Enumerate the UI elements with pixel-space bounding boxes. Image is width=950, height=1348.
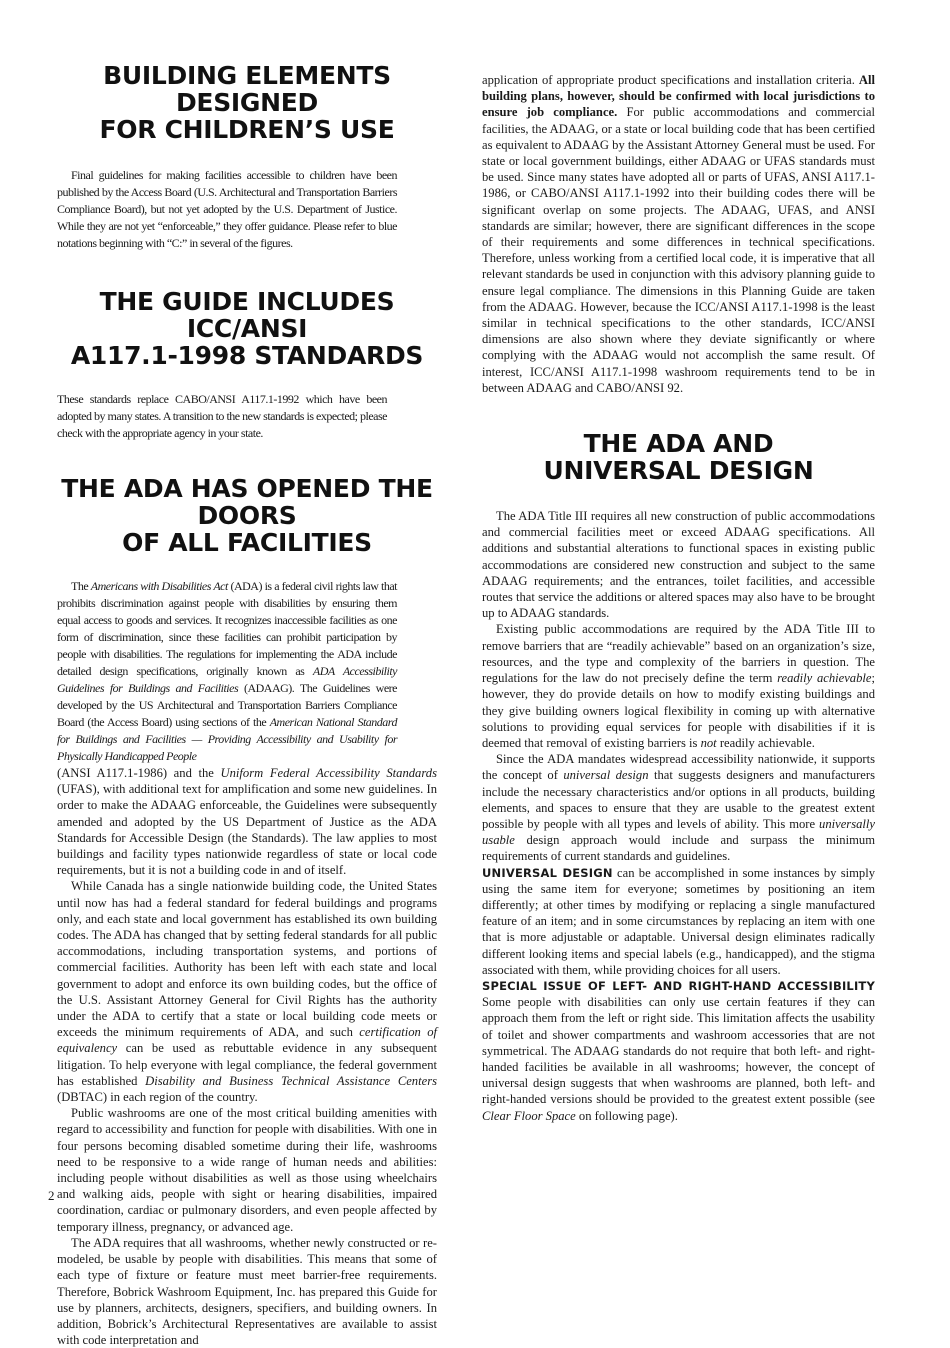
universal-body	[482, 508, 875, 1124]
ada-p1-b: (ADA) is a federal civil rights law that prohibits discrimination against people with disabilities by ensuring them equal access to goods and services. It recognizes inaccessible facilities as one form of discrimination, since these facilities can prohibit participation by people with disabilities. The regulations for implementing the ADA include detailed design specifications, originally known as	[57, 579, 398, 678]
univ-p2-b: ; however, they do provide details on how to modify existing buildings and they give building owners logical flexibility in coming up with alternative solutions to providing equal services for people with disabilities if it is deemed that removal of existing barriers is	[482, 671, 875, 750]
universal-heading-line-1: THE ADA AND	[583, 429, 774, 459]
ada-p2-b: can be used as rebuttable evidence in any subsequent litigation. To help everyone with legal compliance, the federal government has established	[57, 1041, 437, 1088]
left-right-lead: SPECIAL ISSUE OF LEFT- AND RIGHT-HAND ACCESSIBILITY	[482, 978, 875, 993]
ada-p1-c: (ADAAG). The Guidelines were developed by the US Architectural and Transportation Barriers Compliance Board (the Access Board) using sections of the	[57, 681, 397, 729]
certification-term: certification of equivalency	[57, 1025, 438, 1056]
ada-p1-a: The	[71, 579, 91, 593]
ada-heading-line-2: OF ALL FACILITIES	[122, 528, 372, 557]
children-heading-line-2: FOR CHILDREN’S USE	[99, 115, 395, 144]
univ-p5-b: on following page).	[575, 1108, 678, 1123]
ada-paragraph-3: Public washrooms are one of the most critical building amenities with regard to accessibility and function for people with disabilities. With one in four persons becoming disabled sometime during their life, washrooms need to be responsive to a wide range of human needs and abilities: including people without disabilities as well as those using wheelchairs and walking aids, people with sight or hearing disabilities, impaired coordination, cardiac or pulmonary disorders, and even people affected by temporary illness, pregnancy, or advanced age.	[57, 1106, 437, 1234]
universally-usable-term: universally usable	[482, 816, 875, 848]
cont-b: For public accommodations and commercial facilities, the ADAAG, or a state or local building code that has been certified as equivalent to ADAAG by the Assistant Attorney General must be used. For state or local government buildings, either ADAAG or UFAS standards must be used. Since many states have adopted all or parts of UFAS, ANSI A117.1-1986, or CABO/ANSI A117.1-1992 into their building codes there will be significant overlap on some projects. The ADAAG, UFAS, and ANSI standards are similar; however, there are significant differences in the scope of their requirements and some differences in technical specifications. Therefore, unless working from a certified local code, it is imperative that all relevant standards be used in conjunction with this advisory planning guide to ensure legal compliance. The dimensions in this Planning Guide are taken from the ADAAG. However, because the ICC/ANSI A117.1-1998 is the least similar in technical specifications to the other standards, ICC/ANSI dimensions are also shown where they deviate significantly or where complying with the ADAAG would not accomplish the same result. Of interest, ICC/ANSI A117.1-1998 washroom requirements tend to be in between ADAAG and CABO/ANSI 92.	[482, 105, 875, 395]
univ-p3-c: design approach would include and surpass the minimum requirements of current standards and guidelines.	[482, 833, 875, 864]
children-text: Final guidelines for making facilities accessible to children have been published by the Access Board (U.S. Architectural and Transportation Barriers Compliance Board), but not yet adopted by the U.S. Department of Justice. While they are not yet “enforceable,” they offer guidance. Please refer to blue notations beginning with “C:” in several of the figures.	[57, 168, 397, 250]
univ-p2-a: Existing public accommodations are required by the ADA Title III to remove barriers that are “readily achievable” based on an organization’s size, resources, and the type and complexity of the barriers in question. The regulations for the law do not precisely define the term	[482, 622, 875, 686]
ada-body	[57, 578, 437, 1348]
univ-p5-a: Some people with disabilities can only use certain features if they can approach them from the left or right side. This limitation affects the usability of toilet and shower compartments and washroom accessories that are not symmetrical. The ADAAG standards do not require that both left- and right-handed facilities be available in all washrooms; however, the concept of universal design suggests that when washrooms are planned, both left- and right-handed versions should be provided to the greatest extent possible (see	[482, 995, 875, 1107]
ada-act-title: Americans with Disabilities Act	[90, 579, 228, 593]
univ-p4: can be accomplished in some instances by simply using the same item for everyone; sometimes by positioning an item differently; at other times by modifying or replacing a single manufactured feature of an item; and in some circumstances by replacing an item with one that is more adjustable or adaptable. Universal design eliminates radically different looking items and special labels (e.g., handicapped), and the stigma associated with them, while providing choices for all users.	[482, 865, 876, 977]
universal-paragraph-3	[482, 751, 875, 864]
ada-heading	[57, 475, 437, 556]
icc-text: These standards replace CABO/ANSI A117.1-1992 which have been adopted by many states. A transition to the new standards is expected; please check with the appropriate agency in your state.	[57, 392, 387, 440]
cont-a: application of appropriate product specifications and installation criteria.	[482, 73, 859, 87]
guide-continuation	[482, 72, 875, 396]
universal-paragraph-4	[482, 865, 875, 978]
ada-p1-d: (ANSI A117.1-1986) and the	[57, 766, 221, 780]
univ-p3-b: that suggests designers and manufacturers include the necessary characteristics and/or options in all products, building elements, and spaces to ensure that they are usable to the greatest extent possible by people with all types and levels of ability. This more	[482, 768, 875, 831]
ada-p1-e: (UFAS), with additional text for amplification and some new guidelines. In order to make the ADAAG enforceable, the Guidelines were subsequently amended and adopted by the US Department of Justice as the ADA Standards for Accessible Design (the Standards). The law applies to most buildings and facility types nationwide regardless of state or local code requirements, but it is not a building code in and of itself.	[57, 782, 437, 878]
not-term: not	[700, 735, 717, 750]
ada-paragraph-1	[57, 578, 437, 765]
ada-heading-line-1: THE ADA HAS OPENED THE DOORS	[61, 474, 433, 530]
children-heading	[57, 62, 437, 143]
icc-heading-line-1: THE GUIDE INCLUDES ICC/ANSI	[99, 287, 395, 343]
universal-heading-line-2: UNIVERSAL DESIGN	[543, 456, 814, 486]
universal-design-lead: UNIVERSAL DESIGN	[482, 865, 613, 880]
universal-design-term: universal design	[563, 768, 649, 783]
icc-heading-line-2: A117.1-1998 STANDARDS	[70, 341, 424, 370]
ada-p2-a: While Canada has a single nationwide building code, the United States until now has had a federal standard for federal buildings and programs only, and each state and local government has established its own building codes. The ADA has changed that by setting federal standards for all public accommodations, including transportation systems, and portions of commercial facilities. Authority has been left with each state and local government to adopt and enforce its own building codes, but the office of the U.S. Assistant Attorney General for Civil Rights has the authority under the ADA to certify that a state or local building code meets or exceeds the minimum requirements of ADA, and such	[57, 879, 437, 1040]
ufas-title: Uniform Federal Accessibility Standards	[220, 766, 437, 780]
adaag-title: ADA Accessibility Guidelines for Buildings and Facilities	[57, 664, 397, 695]
universal-paragraph-1: The ADA Title III requires all new construction of public accommodations and commercial facilities meet or exceed ADAAG specifications. All additions and substantial alterations to functional spaces in existing public accommodations are considered new construction and subject to the same ADAAG requirements; and the entrances, toilet facilities, and accessible routes that service the additions or altered spaces may also have to be brought up to ADAAG standards.	[482, 509, 875, 621]
icc-heading	[57, 288, 437, 369]
universal-paragraph-5	[482, 978, 875, 1124]
univ-p3-a: Since the ADA mandates widespread accessibility nationwide, it supports the concept of	[482, 752, 875, 783]
ada-paragraph-1-cont	[57, 765, 437, 878]
universal-heading	[482, 430, 875, 484]
readily-achievable-term: readily achievable	[777, 671, 872, 686]
universal-paragraph-2	[482, 621, 875, 751]
right-column	[482, 72, 875, 1124]
left-column	[57, 62, 437, 1348]
ada-paragraph-2	[57, 878, 437, 1105]
compliance-note: All building plans, however, should be confirmed with local jurisdictions to ensure job compliance.	[482, 73, 875, 120]
ada-paragraph-4: The ADA requires that all washrooms, whether newly constructed or re-modeled, be usable by people with disabilities. This means that some of each type of fixture or feature must meet barrier-free requirements. Therefore, Bobrick Washroom Equipment, Inc. has prepared this Guide for use by planners, architects, designers, specifiers, and building owners. In addition, Bobrick’s Architectural Representatives are available to assist with code interpretation and	[57, 1235, 437, 1348]
children-heading-line-1: BUILDING ELEMENTS DESIGNED	[103, 61, 391, 117]
ansi-title: American National Standard for Buildings and Facilities — Providing Accessibility and Usability for Physically Handicapped People	[57, 715, 398, 763]
clear-floor-space-term: Clear Floor Space	[482, 1108, 576, 1123]
ada-p2-c: (DBTAC) in each region of the country.	[57, 1090, 258, 1105]
dbtac-term: Disability and Business Technical Assistance Centers	[145, 1073, 437, 1088]
page-number: 2	[48, 1188, 55, 1203]
univ-p2-c: readily achievable.	[716, 735, 815, 750]
